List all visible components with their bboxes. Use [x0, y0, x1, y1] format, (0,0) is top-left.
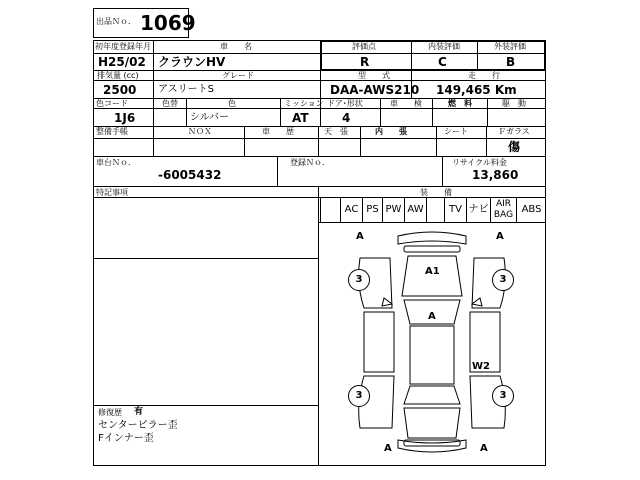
recycle-value: 13,860	[472, 168, 519, 182]
fglass-value: 傷	[508, 140, 521, 154]
equip-ac: AC	[340, 198, 362, 222]
equip-aw: AW	[404, 198, 426, 222]
lot-label: 出品Ｎｏ．	[96, 17, 136, 26]
mark-center: A	[428, 311, 436, 322]
nox-label: ＮＯＸ	[188, 127, 212, 136]
grade-label: グレード	[222, 71, 254, 80]
mark-right-rear-door: W2	[472, 361, 490, 372]
interior-rating-value: C	[438, 55, 447, 69]
interior-rating-label: 内装評価	[428, 42, 460, 51]
year-label: 初年度登録年月	[95, 42, 151, 51]
equip-empty-0	[320, 198, 340, 222]
equip-tv: TV	[444, 198, 466, 222]
equipment-label: 装 備	[420, 188, 452, 197]
vehicle-inspection-label: 車 検	[390, 99, 422, 108]
repair-note-2: Fインナー歪	[98, 433, 154, 444]
interior-trim-label: 内 張	[375, 127, 407, 136]
history-label: 車 歴	[262, 127, 294, 136]
registration-label: 登録Ｎｏ．	[290, 158, 330, 167]
score-value: R	[360, 55, 370, 69]
lot-number: 1069	[140, 11, 196, 35]
mark-rear-left: A	[384, 443, 392, 454]
car-diagram	[320, 224, 544, 464]
equip-ps: PS	[362, 198, 382, 222]
equip-pw: PW	[382, 198, 404, 222]
exterior-rating-label: 外装評価	[494, 42, 526, 51]
notes-label: 特記事項	[96, 188, 128, 197]
wheel-rear-left: 3	[348, 385, 370, 407]
model-value: DAA-AWS210	[330, 83, 420, 97]
color-code-value: 1J6	[114, 111, 136, 125]
manual-label: 整備手帳	[96, 127, 128, 136]
equip-abs: ABS	[516, 198, 546, 222]
repair-note-1: センターピラー歪	[98, 420, 178, 431]
repair-label: 修復歴	[98, 408, 122, 417]
car-value: クラウンHV	[158, 55, 226, 69]
fglass-label: Ｆガラス	[498, 127, 530, 136]
cc-value: 2500	[103, 83, 137, 97]
car-label: 車 名	[220, 42, 252, 51]
cc-label: 排気量 (cc)	[97, 71, 139, 80]
chassis-value: -6005432	[158, 168, 222, 182]
grade-value: アスリートS	[158, 84, 214, 95]
equip-airbag: AIR BAG	[490, 198, 516, 222]
recycle-label: リサイクル料金	[452, 158, 507, 167]
equip-blank	[426, 198, 444, 222]
door-label: ドア･形状	[327, 99, 363, 108]
color-label: 色	[228, 99, 236, 108]
repair-value: 有	[134, 407, 144, 417]
chassis-label: 車台Ｎｏ．	[96, 158, 136, 167]
model-label: 型 式	[358, 71, 390, 80]
color-value: シルバー	[190, 112, 230, 123]
sunroof-label: 天 張	[324, 127, 348, 136]
wheel-front-left: 3	[348, 269, 370, 291]
fuel-label: 燃 料	[448, 99, 472, 108]
mileage-value: 149,465 Km	[436, 83, 517, 97]
year-value: H25/02	[98, 55, 146, 69]
mark-front-right: A	[496, 231, 504, 242]
equip-navi: ナビ	[466, 198, 490, 222]
mark-rear-right: A	[480, 443, 488, 454]
seat-label: シート	[444, 127, 468, 136]
mission-value: AT	[292, 111, 309, 125]
drive-label: 駆 動	[502, 99, 526, 108]
mileage-label: 走 行	[468, 71, 500, 80]
exterior-rating-value: B	[506, 55, 516, 69]
wheel-rear-right: 3	[492, 385, 514, 407]
wheel-front-right: 3	[492, 269, 514, 291]
mark-front-left: A	[356, 231, 364, 242]
mark-roof: A1	[425, 266, 440, 277]
color-type-label: 色替	[162, 99, 178, 108]
score-label: 評価点	[352, 42, 376, 51]
color-code-label: 色コード	[96, 99, 128, 108]
mission-label: ミッション	[284, 99, 324, 108]
door-value: 4	[342, 111, 351, 125]
